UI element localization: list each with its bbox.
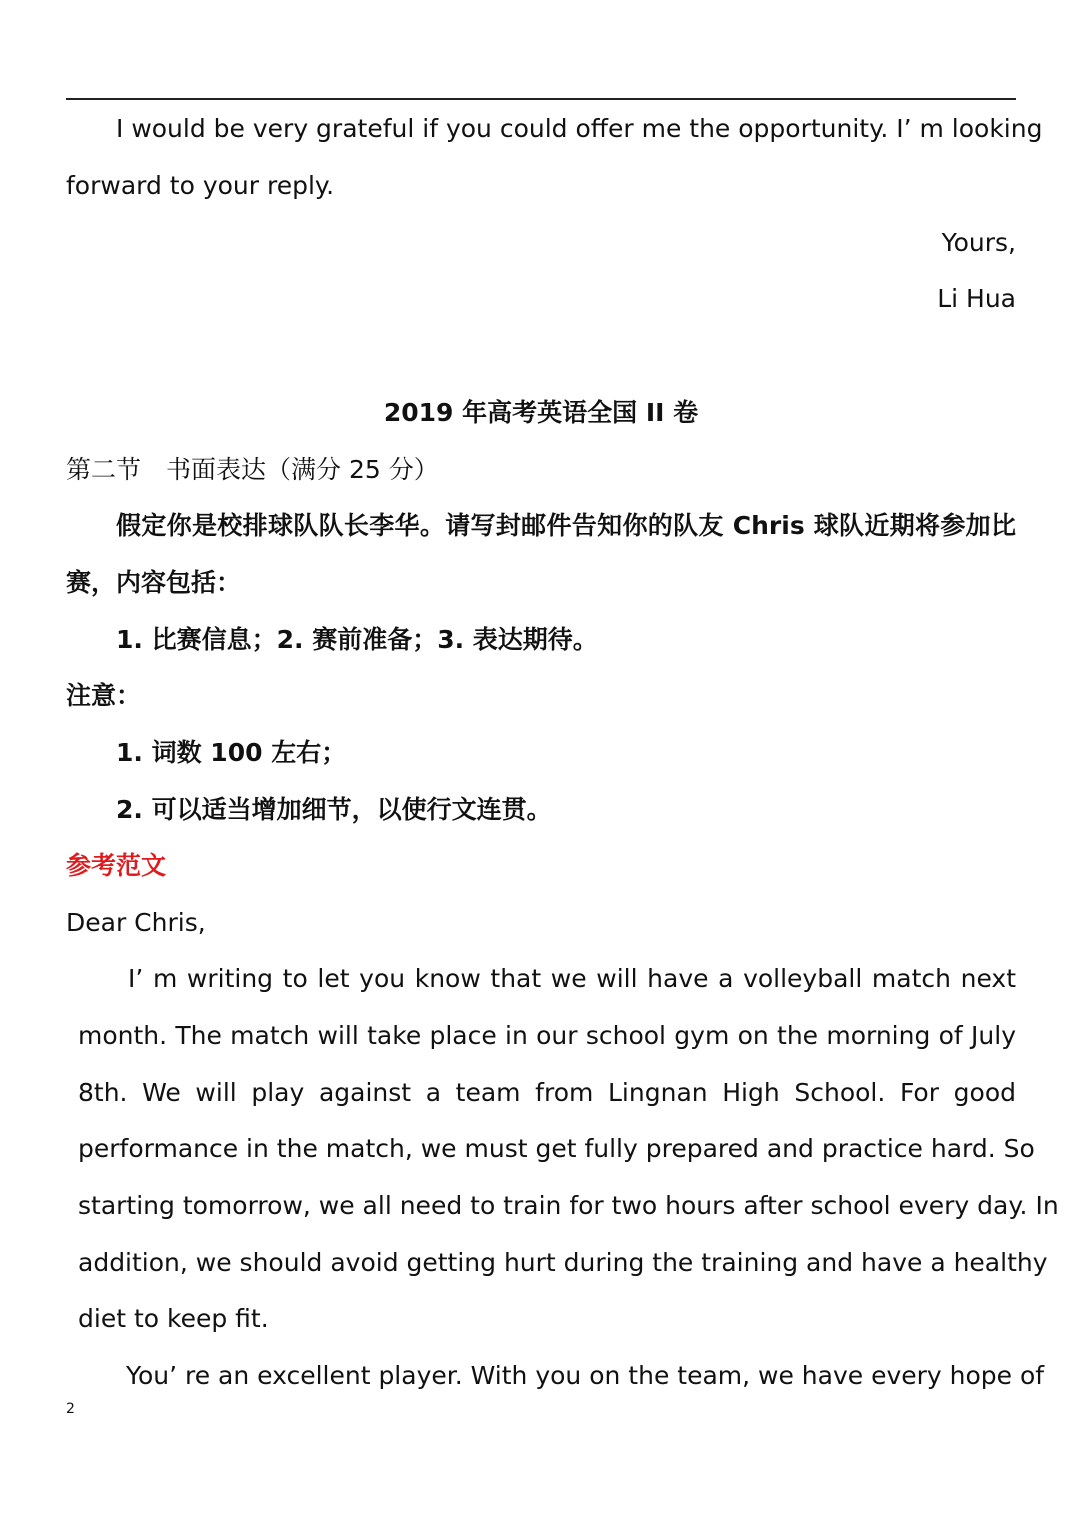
signoff: Yours, bbox=[941, 228, 1016, 257]
content-points: 1. 比赛信息；2. 赛前准备；3. 表达期待。 bbox=[116, 625, 598, 654]
note-heading: 注意： bbox=[66, 681, 142, 710]
paragraph-2-line-1: You’ re an excellent player. With you on the team, we have every hope of bbox=[126, 1361, 1045, 1390]
body-line: month. The match will take place in our school gym on the morning of July bbox=[78, 1021, 1016, 1050]
body-line: starting tomorrow, we all need to train for two hours after school every day. In bbox=[78, 1191, 1059, 1220]
prompt-line-1: 假定你是校排球队队长李华。请写封邮件告知你的队友 Chris 球队近期将参加比 bbox=[116, 511, 1016, 540]
prompt-line-2: 赛，内容包括： bbox=[66, 568, 242, 597]
body-line: diet to keep fit. bbox=[78, 1304, 269, 1333]
closing-line-1: I would be very grateful if you could offer me the opportunity. I’ m looking bbox=[116, 114, 1043, 143]
sample-heading: 参考范文 bbox=[66, 851, 167, 880]
body-line: 8th. We will play against a team from Lingnan High School. For good bbox=[78, 1078, 1016, 1107]
page-number: 2 bbox=[66, 1401, 75, 1417]
body-line: addition, we should avoid getting hurt during the training and have a healthy bbox=[78, 1248, 1048, 1277]
body-line: I’ m writing to let you know that we will have a volleyball match next bbox=[128, 964, 1016, 993]
signature: Li Hua bbox=[937, 284, 1016, 313]
body-line: performance in the match, we must get fully prepared and practice hard. So bbox=[78, 1134, 1035, 1163]
top-rule bbox=[66, 98, 1016, 100]
section-subtitle: 第二节 书面表达（满分 25 分） bbox=[66, 455, 439, 484]
note-1: 1. 词数 100 左右； bbox=[116, 738, 347, 767]
closing-line-2: forward to your reply. bbox=[66, 171, 335, 200]
section-title: 2019 年高考英语全国 II 卷 bbox=[383, 398, 699, 427]
greeting: Dear Chris, bbox=[66, 908, 206, 937]
note-2: 2. 可以适当增加细节，以使行文连贯。 bbox=[116, 795, 552, 824]
